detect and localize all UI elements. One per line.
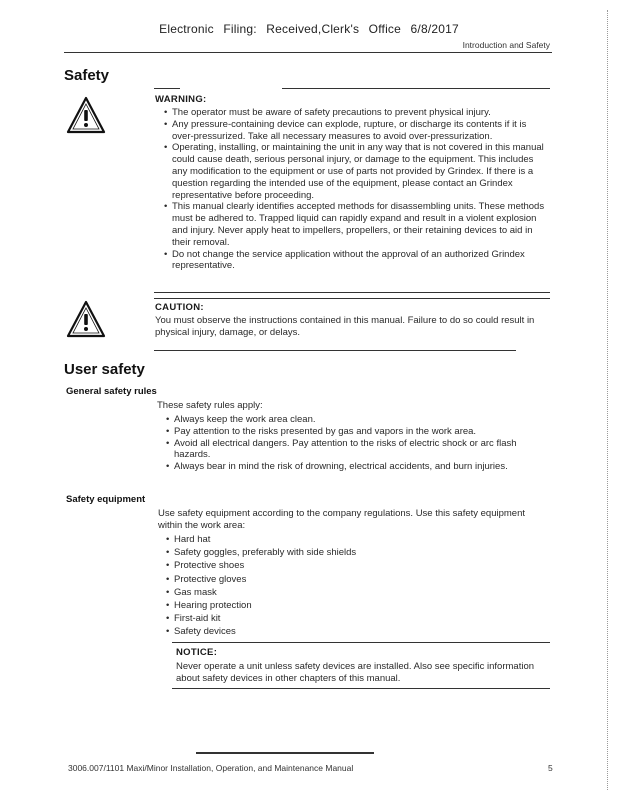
- warning-bullet: • Any pressure-containing device can explode, rupture, or discharge its contents if it is over-pressurized. Take all necessary measures to avoid over-pressurization.: [164, 119, 548, 143]
- caution-triangle-icon: [66, 300, 106, 338]
- caution-text: You must observe the instructions contained in this manual. Failure to do so could result in physical injury, damage, or delays.: [155, 315, 535, 338]
- header-rule: [64, 52, 552, 53]
- running-head: Introduction and Safety: [462, 40, 550, 50]
- section-heading-user-safety: User safety: [64, 361, 145, 378]
- equipment-bullet: • Safety goggles, preferably with side shields: [166, 546, 546, 559]
- warning-bullet: • This manual clearly identifies accepted methods for disassembling units. These methods must be adhered to. Trapped liquid can rapidly expand and result in a violent explosion and injury. Never apply heat to impellers, propellers, or their retaining devices to aid in their removal.: [164, 201, 548, 248]
- caution-bottom-rule: [154, 350, 516, 351]
- warning-bullet: • The operator must be aware of safety precautions to prevent physical injury.: [164, 107, 548, 119]
- equipment-bullet: • Protective shoes: [166, 559, 546, 572]
- subheading-general-safety-rules: General safety rules: [66, 386, 157, 397]
- warning-list: [164, 107, 548, 272]
- footer-rule: [196, 752, 374, 754]
- warning-triangle-icon: [66, 96, 106, 134]
- equipment-bullet: • Hearing protection: [166, 599, 546, 612]
- safety-equipment-intro: Use safety equipment according to the company regulations. Use this safety equipment within the work area:: [158, 508, 526, 531]
- footer-page-number: 5: [548, 763, 553, 773]
- notice-top-rule: [172, 642, 550, 643]
- scan-edge-artifact: [607, 10, 610, 790]
- general-rules-list: [166, 414, 548, 473]
- caution-top-rule: [154, 298, 550, 299]
- safety-equipment-list: [166, 533, 546, 639]
- notice-label: NOTICE:: [176, 647, 218, 658]
- footer-manual-title: 3006.007/1101 Maxi/Minor Installation, Operation, and Maintenance Manual: [68, 763, 354, 773]
- notice-bottom-rule: [172, 688, 550, 689]
- subheading-safety-equipment: Safety equipment: [66, 494, 146, 505]
- warning-bullet: • Do not change the service application without the approval of an authorized Grindex representative.: [164, 249, 548, 273]
- warning-label: WARNING:: [155, 94, 207, 105]
- equipment-bullet: • First-aid kit: [166, 612, 546, 625]
- equipment-bullet: • Gas mask: [166, 586, 546, 599]
- caution-label: CAUTION:: [155, 302, 204, 313]
- general-rules-intro: These safety rules apply:: [157, 400, 263, 411]
- warning-top-rule: [282, 88, 550, 89]
- equipment-bullet: • Protective gloves: [166, 573, 546, 586]
- warning-top-rule-short: [154, 88, 180, 89]
- general-rule-bullet: • Pay attention to the risks presented by gas and vapors in the work area.: [166, 426, 548, 438]
- general-rule-bullet: • Always keep the work area clean.: [166, 414, 548, 426]
- general-rule-bullet: • Always bear in mind the risk of drowning, electrical accidents, and burn injuries.: [166, 461, 548, 473]
- equipment-bullet: • Hard hat: [166, 533, 546, 546]
- warning-bottom-rule: [154, 292, 550, 293]
- section-heading-safety: Safety: [64, 67, 110, 84]
- filing-stamp: Electronic Filing: Received,Clerk's Office 6/8/2017: [159, 22, 459, 36]
- notice-text: Never operate a unit unless safety devices are installed. Also see specific information about safety devices in other chapters of this manual.: [176, 661, 535, 684]
- equipment-bullet: • Safety devices: [166, 625, 546, 638]
- warning-bullet: • Operating, installing, or maintaining the unit in any way that is not covered in this manual could cause death, serious personal injury, or damage to the equipment. This includes any modification to the equipment or use of parts not provided by Grindex. If there is a question regarding the intended use of the equipment, please contact an Grindex representative before proceeding.: [164, 142, 548, 201]
- general-rule-bullet: • Avoid all electrical dangers. Pay attention to the risks of electric shock or arc flash hazards.: [166, 438, 548, 462]
